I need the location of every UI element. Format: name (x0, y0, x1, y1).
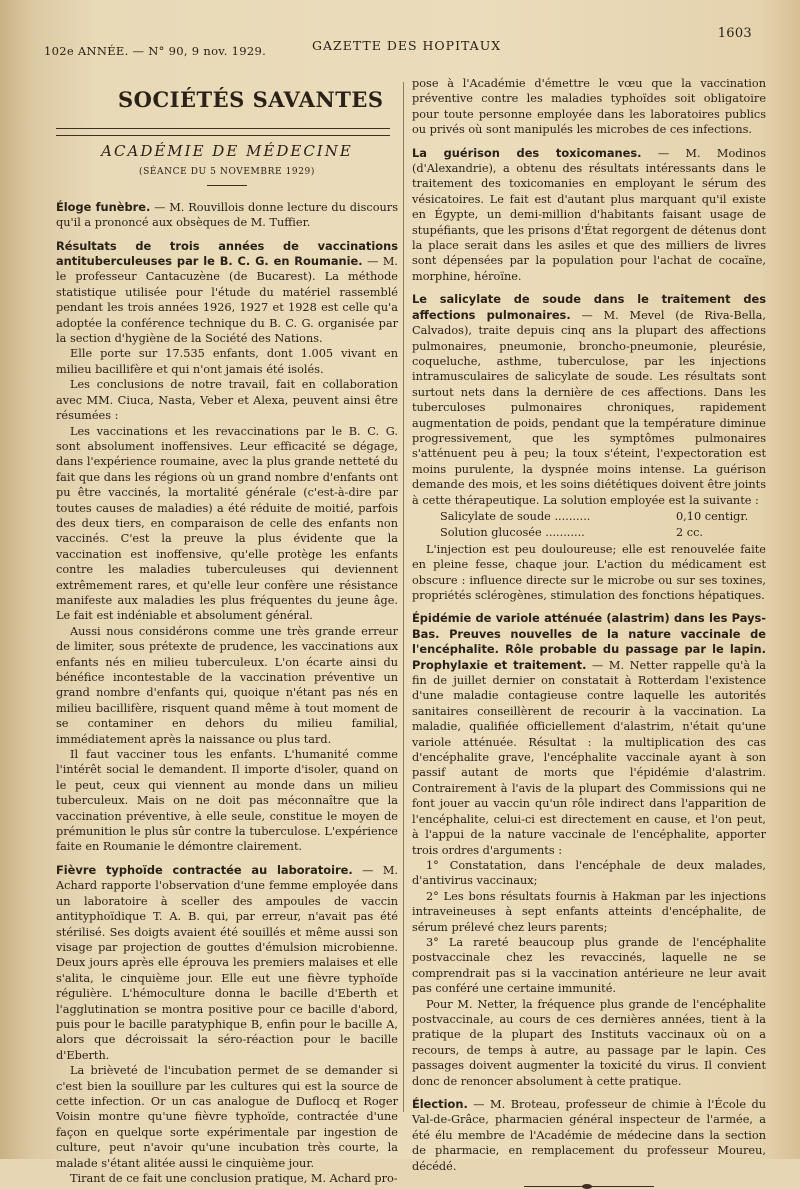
left-column (56, 76, 398, 1186)
argument-item: 1° Constatation, dans l'encéphale de deux malades, d'antivirus vaccinaux; (412, 858, 766, 888)
article-heading: La guérison des toxicomanes. (412, 145, 642, 160)
argument-item: 2° Les bons résultats fournis à Hakman par les injections intraveineuses à sept enfants atteints d'encéphalite, de sérum prélevé chez leurs parents; (412, 889, 766, 934)
paragraph: Les vaccinations et les revaccinations par le B. C. G. sont absolument inoffensives. Leur efficacité se dégage, dans l'expérience roumaine, avec la plus grande netteté du fait que dans les régions où un grand nombre d'enfants ont pu être vaccinés, la mortalité générale (c'est-à-dire par toutes causes de maladies) a été réduite de moitié, parfois des deux tiers, en comparaison de celle des enfants non vaccinés. C'est la preuve la plus évidente que la vaccination est inoffensive, qu'elle protège les enfants contre les maladies tuberculeuses qui deviennent extrêmement rares, et qu'elle leur confère une résistance manifeste aux maladies les plus fréquentes du jeune âge. Le fait est indéniable et absolument général. (56, 424, 398, 623)
academy-heading: ACADÉMIE DE MÉDECINE (101, 142, 353, 160)
section-title: SOCIÉTÉS SAVANTES (118, 87, 384, 112)
session-date: (SÉANCE DU 5 NOVEMBRE 1929) (138, 167, 315, 178)
paragraph: La brièveté de l'incubation permet de se demander si c'est bien la souillure par les cultures qui est la source de cette infection. Or un cas analogue de Duflocq et Roger Voisin montre qu'une fièvre typhoïde, contractée d'une façon en quelque sorte expérimentale par ingestion de culture, peut n'avoir qu'une incubation très courte, la malade s'étant alitée aussi le cinquième jour. (56, 1064, 398, 1170)
article-text: — M. Broteau, professeur de chimie à l'École du Val-de-Grâce, pharmacien général inspecteur de l'armée, a été élu membre de l'Académie de médecine dans la section de pharmacie, en remplacement du professeur Moureu, décédé. (412, 1098, 766, 1173)
article-salicylate (412, 292, 766, 508)
article-election (412, 1097, 766, 1174)
paragraph: Tirant de ce fait une conclusion pratique, M. Achard pro- (70, 1172, 398, 1185)
paragraph: Il faut vacciner tous les enfants. L'humanité comme l'intérêt social le demandent. Il importe d'isoler, quand on le peut, ceux qui viennent au monde dans un milieu tuberculeux. Mais on ne doit pas méconnaître que la vaccination préventive, à elle seule, constitue le moyen de prémunition le plus sûr contre la tuberculose. L'expérience faite en Roumanie le démontre clairement. (56, 748, 398, 854)
article-text: — M. Achard rapporte l'observation d'une femme employée dans un laboratoire à sceller des ampoules de vaccin antityphoïdique T. A. B. qui, par erreur, n'avait pas été stérilisé. Ses doigts avaient été souillés et même aussi son visage par projection de gouttes d'émulsion microbienne. Deux jours après elle éprouva les premiers malaises et elle s'alita, le cinquième jour. Elle eut une fièvre typhoïde régulière. L'hémoculture donna le bacille d'Eberth et l'agglutination se montra positive pour ce bacille d'abord, puis pour le bacille paratyphique B, enfin pour le bacille A, alors que décroissait la séro-réaction pour le bacille d'Eberth. (56, 863, 398, 1062)
section-rule (56, 128, 390, 136)
paragraph: pose à l'Académie d'émettre le vœu que la vaccination préventive contre les maladies typhoïdes soit obligatoire pour toute personne employée dans les laboratoires publics ou privés où sont manipulés les microbes de ces infections. (412, 77, 766, 137)
end-ornament (524, 1186, 654, 1187)
article-heading: Fièvre typhoïde contractée au laboratoire. (56, 862, 353, 877)
article-toxicomanes (412, 146, 766, 285)
argument-item: 3° La rareté beaucoup plus grande de l'encéphalite postvaccinale chez les revaccinés, laquelle ne se comprendrait pas si la vaccination antérieure ne leur avait pas conféré une certaine immunité. (412, 935, 766, 996)
recipe-name: Solution glucosée ........... (440, 526, 585, 540)
article-eloge (56, 200, 398, 231)
article-heading: Le salicylate de soude dans le traitement des affections pulmonaires. (412, 292, 766, 322)
running-header (44, 26, 760, 58)
article-fievre (56, 863, 398, 1063)
recipe-value: 0,10 centigr. (676, 509, 749, 523)
article-heading: Épidémie de variole atténuée (alastrim) dans les Pays-Bas. Preuves nouvelles de la nature vaccinale de l'encéphalite. Rôle probable du passage par le lapin. Prophylaxie et traitement. (412, 611, 766, 672)
article-text: — M. Modinos (d'Alexandrie), a obtenu des résultats intéressants dans le traitement des toxicomanies en employant le sérum des vésicatoires. Le fait est d'autant plus marquant qu'il existe en Égypte, un demi-million d'habitants faisant usage de stupéfiants, que les prisons d'État regorgent de détenus dont la place serait dans les asiles et que des milliers de livres sont dépensées par la population pour l'achat de cocaïne, morphine, héroïne. (412, 146, 766, 283)
recipe-value: 2 cc. (676, 526, 704, 540)
paragraph: L'injection est peu douloureuse; elle est renouvelée faite en pleine fesse, chaque jour. L'action du médicament est obscure : influence directe sur le microbe ou sur ses toxines, propriétés sclérogènes, stimulation des fonctions hépatiques. (412, 542, 766, 602)
article-heading: Résultats de trois années de vaccinations antituberculeuses par le B. C. G. en Roumanie. (56, 238, 398, 269)
column-divider (403, 82, 404, 1112)
page-number: 1603 (717, 26, 752, 41)
article-heading: Éloge funèbre. (56, 199, 151, 214)
paragraph: Les conclusions de notre travail, fait en collaboration avec MM. Ciuca, Nasta, Veber et Alexa, peuvent ainsi être résumées : (56, 378, 398, 423)
recipe-line (440, 509, 766, 524)
article-variole (412, 611, 766, 858)
issue-info: 102e ANNÉE. — N° 90, 9 nov. 1929. (44, 44, 267, 58)
paragraph: Pour M. Netter, la fréquence plus grande de l'encéphalite postvaccinale, au cours de ces dernières années, tient à la pratique de la plupart des Instituts vaccinaux où on a recours, de temps à autre, au passage par le lapin. Ces passages doivent augmenter la toxicité du virus. Il convient donc de renoncer absolument à cette pratique. (412, 997, 766, 1088)
article-heading: Élection. (412, 1097, 468, 1111)
recipe-name: Salicylate de soude .......... (440, 509, 591, 523)
paragraph: Aussi nous considérons comme une très grande erreur de limiter, sous prétexte de prudence, les vaccinations aux enfants nés en milieu tuberculeux. L'on écarte ainsi du bénéfice incontestable de la vaccination préventive un grand nombre d'enfants qui, quoique n'étant pas nés en milieu bacillifère, risquent quand même à tout moment de se contaminer en dehors du milieu familial, immédiatement après la naissance ou plus tard. (56, 624, 398, 746)
journal-title: GAZETTE DES HOPITAUX (312, 38, 502, 53)
right-column (412, 76, 766, 1187)
article-text: — M. Rouvillois donne lecture du discours qu'il a prononcé aux obsèques de M. Tuffier. (56, 200, 398, 230)
article-text: — M. le professeur Cantacuzène (de Bucarest). La méthode statistique utilisée pour l'étude du matériel rassemblé pendant les trois années 1926, 1927 et 1928 est celle qu'a adoptée la conférence technique du B. C. G. organisée par la section d'hygiène de la Société des Nations. (56, 255, 398, 346)
recipe-line (440, 525, 766, 540)
short-rule (207, 185, 247, 186)
article-bcg (56, 239, 398, 347)
paragraph: Elle porte sur 17.535 enfants, dont 1.005 vivant en milieu bacillifère et qui n'ont jamais été isolés. (56, 347, 398, 376)
article-text: — M. Mevel (de Riva-Bella, Calvados), traite depuis cinq ans la plupart des affections pulmonaires, pneumonie, broncho-pneumonie, pleurésie, coqueluche, asthme, tuberculose, par les injections intramusculaires de salicylate de soude. Les résultats sont surtout nets dans la dernière de ces affections. Dans les tuberculoses pulmonaires chroniques, rapidement augmentation de poids, pendant que la température diminue progressivement, que les symptômes pulmonaires s'atténuent peu à peu; la toux s'éteint, l'expectoration est moins purulente, la dyspnée moins intense. La guérison demande des mois, et les soins diététiques doivent être joints à cette thérapeutique. La solution employée est la suivante : (412, 308, 766, 507)
article-text: — M. Netter rappelle qu'à la fin de juillet dernier on constatait à Rotterdam l'existence d'une maladie contagieuse contre laquelle les autorités sanitaires conseillèrent de recourir à la vaccination. La maladie, qualifiée officiellement d'alastrim, n'était qu'une variole atténuée. Résultat : la multiplication des cas d'encéphalite grave, l'encéphalite vaccinale ayant à son passif autant de morts que l'épidémie d'alastrim. Contrairement à l'avis de la plupart des Commissions qui ne font jouer au vaccin qu'un rôle indirect dans l'apparition de l'encéphalite, celui-ci est directement en cause, et l'on peut, à l'appui de la nature vaccinale de l'encéphalite, apporter trois ordres d'arguments : (412, 658, 766, 857)
